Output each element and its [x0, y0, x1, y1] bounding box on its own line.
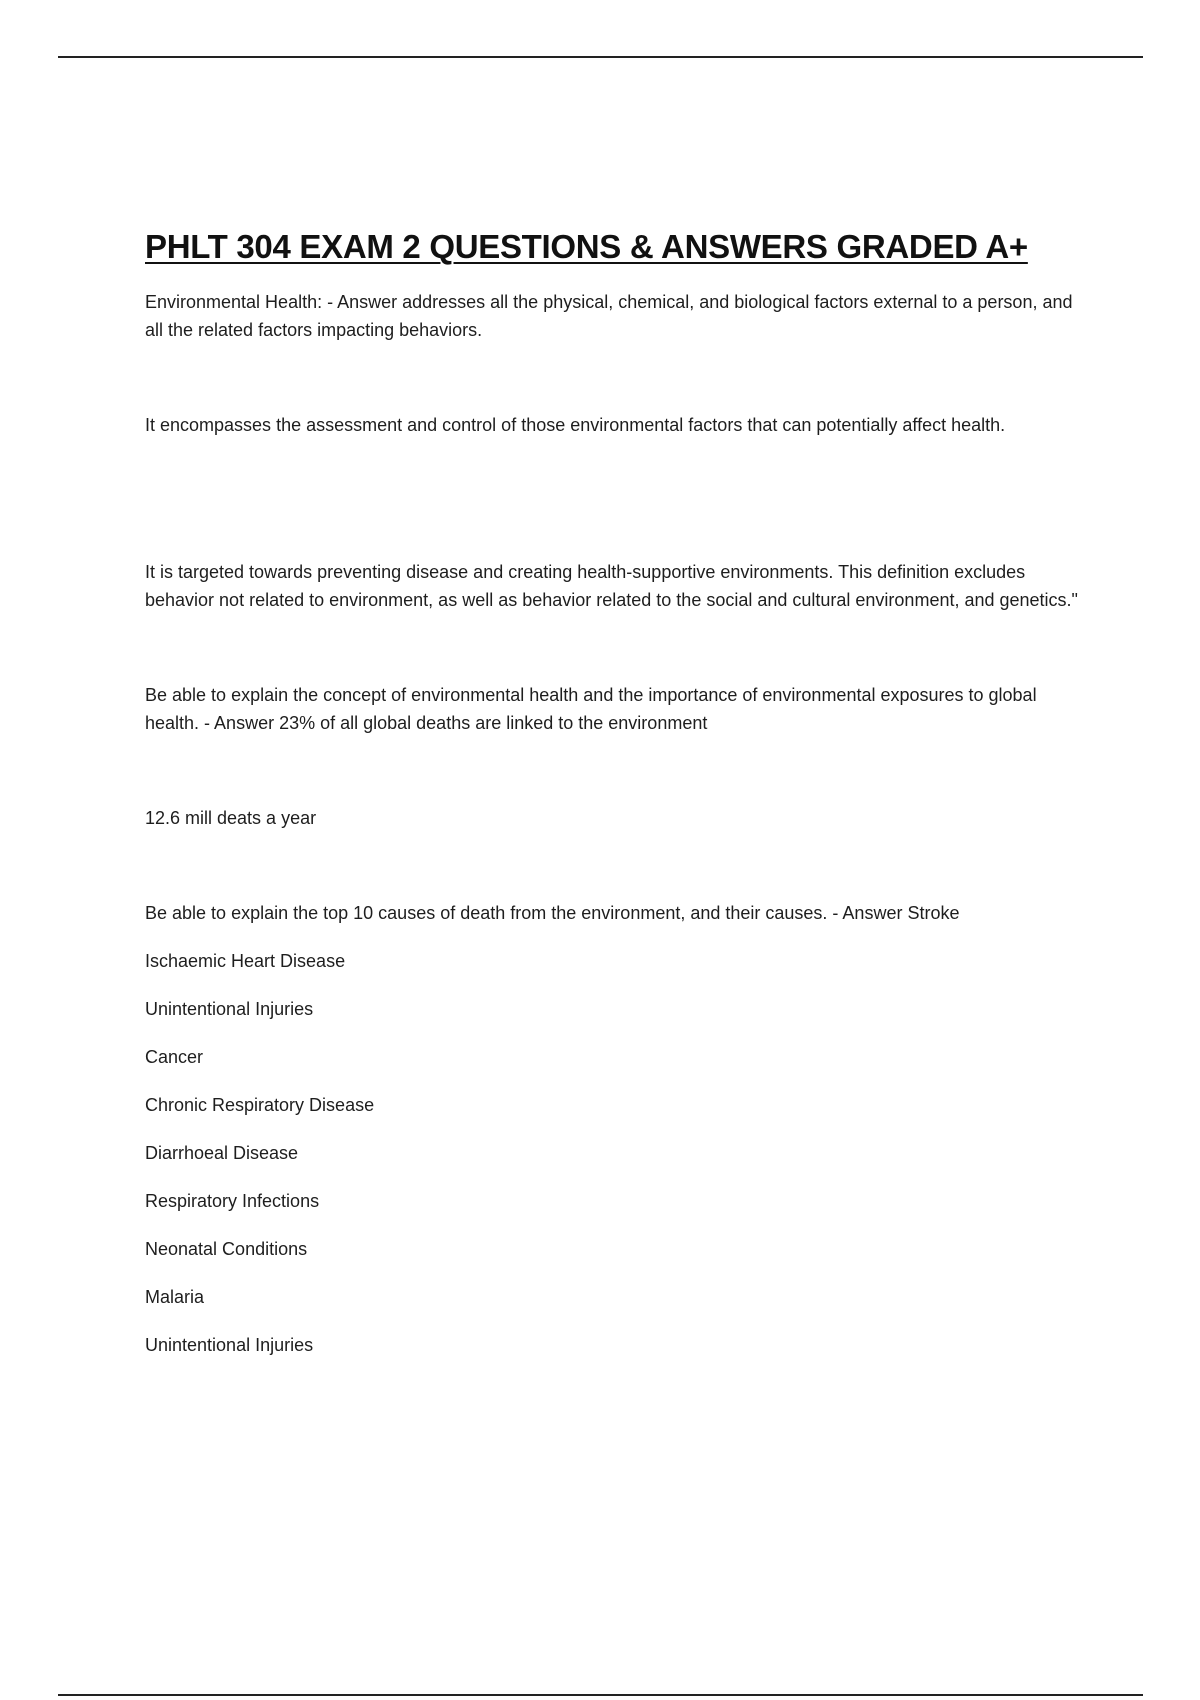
- paragraph-global-health-question: Be able to explain the concept of environmental health and the importance of environmental exposures to global health. - Answer 23% of all global deaths are linked to the environment: [145, 685, 1037, 733]
- list-item: Unintentional Injuries: [145, 1335, 314, 1355]
- paragraph-environmental-health: Environmental Health: - Answer addresses all the physical, chemical, and biological factors external to a person, and all the related factors impacting behaviors.: [145, 292, 1073, 340]
- footer-rule: [58, 1694, 1143, 1696]
- document-body: [145, 228, 1080, 1359]
- paragraph-assessment-control: It encompasses the assessment and control of those environmental factors that can potentially affect health.: [145, 415, 1006, 435]
- paragraph-top-causes-question: Be able to explain the top 10 causes of death from the environment, and their causes. - Answer Stroke: [145, 903, 960, 923]
- list-item: Chronic Respiratory Disease: [145, 1095, 375, 1115]
- paragraph-deaths-per-year: 12.6 mill deats a year: [145, 808, 317, 828]
- document-title: PHLT 304 EXAM 2 QUESTIONS & ANSWERS GRADED A+: [145, 228, 1028, 265]
- list-item: Ischaemic Heart Disease: [145, 951, 346, 971]
- list-item: Neonatal Conditions: [145, 1239, 308, 1259]
- list-item: Cancer: [145, 1047, 204, 1067]
- header-rule: [58, 56, 1143, 58]
- paragraph-prevention-definition: It is targeted towards preventing disease and creating health-supportive environments. This definition excludes behavior not related to environment, as well as behavior related to the social and cultural environment, and genetics.": [145, 562, 1078, 610]
- causes-list: [145, 947, 1080, 1359]
- list-item: Diarrhoeal Disease: [145, 1143, 299, 1163]
- list-item: Unintentional Injuries: [145, 999, 314, 1019]
- list-item: Respiratory Infections: [145, 1191, 320, 1211]
- list-item: Malaria: [145, 1287, 205, 1307]
